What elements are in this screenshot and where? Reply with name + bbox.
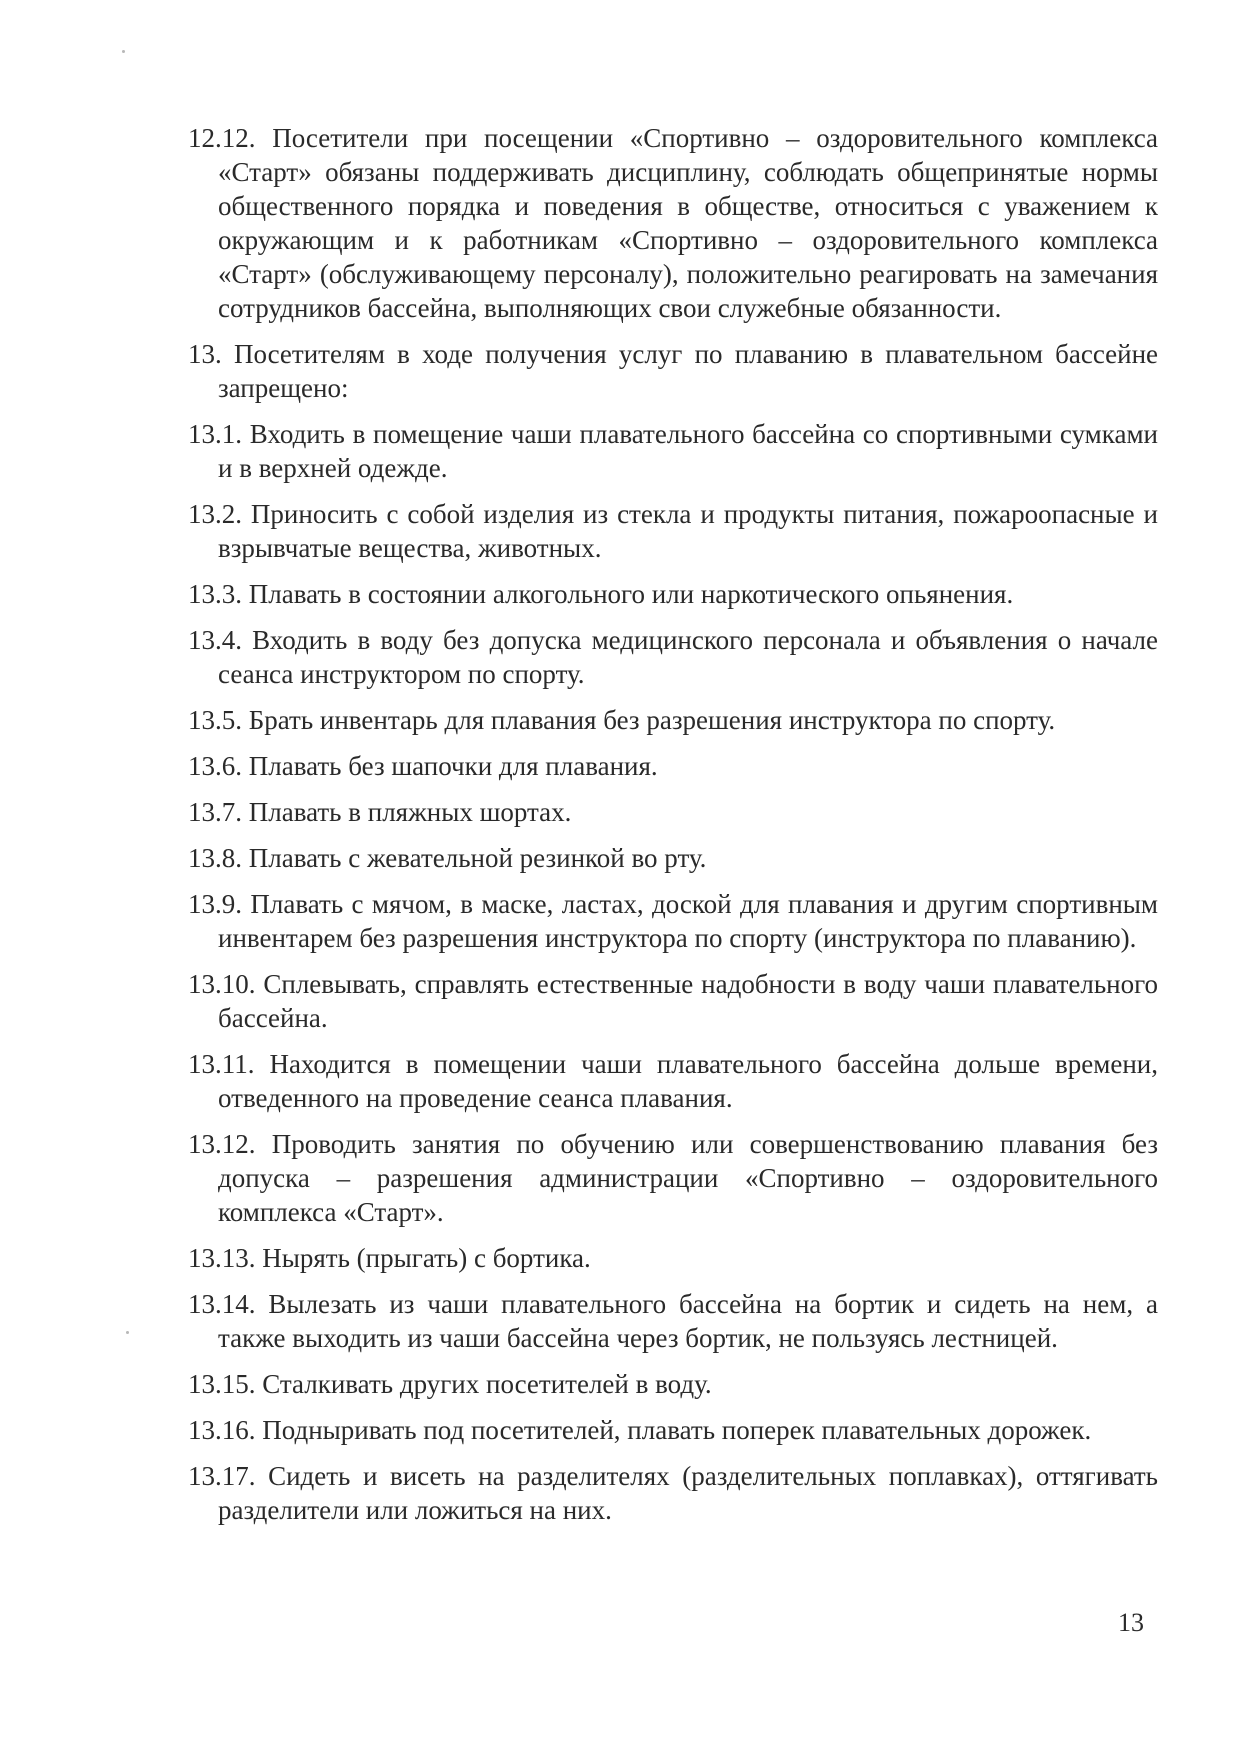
rule-item-13-16: 13.16. Подныривать под посетителей, плавать поперек плавательных дорожек. bbox=[188, 1415, 1092, 1445]
rule-item-13-15: 13.15. Сталкивать других посетителей в воду. bbox=[188, 1369, 712, 1399]
document-body bbox=[188, 121, 1158, 1539]
scan-speck bbox=[126, 1331, 129, 1334]
rule-item-13-2: 13.2. Приносить с собой изделия из стекла и продукты питания, пожароопасные и взрывчатые вещества, животных. bbox=[188, 499, 1158, 563]
rule-item-13-1: 13.1. Входить в помещение чаши плавательного бассейна со спортивными сумками и в верхней одежде. bbox=[188, 419, 1158, 483]
rule-item-13-17: 13.17. Сидеть и висеть на разделителях (разделительных поплавках), оттягивать разделители или ложиться на них. bbox=[188, 1461, 1158, 1525]
rule-item-13-12: 13.12. Проводить занятия по обучению или совершенствованию плавания без допуска – разрешения администрации «Спортивно – оздоровительного комплекса «Старт». bbox=[188, 1129, 1158, 1227]
rule-item-12-12: 12.12. Посетители при посещении «Спортивно – оздоровительного комплекса «Старт» обязаны поддерживать дисциплину, соблюдать общепринятые нормы общественного порядка и поведения в обществе, относиться с уважением к окружающим и к работникам «Спортивно – оздоровительного комплекса «Старт» (обслуживающему персоналу), положительно реагировать на замечания сотрудников бассейна, выполняющих свои служебные обязанности. bbox=[188, 123, 1158, 323]
scan-speck bbox=[122, 50, 125, 53]
rule-item-13: 13. Посетителям в ходе получения услуг по плаванию в плавательном бассейне запрещено: bbox=[188, 339, 1158, 403]
rule-item-13-9: 13.9. Плавать с мячом, в маске, ластах, доской для плавания и другим спортивным инвентарем без разрешения инструктора по спорту (инструктора по плаванию). bbox=[188, 889, 1158, 953]
rule-item-13-3: 13.3. Плавать в состоянии алкогольного или наркотического опьянения. bbox=[188, 579, 1014, 609]
page-number: 13 bbox=[1118, 1608, 1144, 1637]
rule-item-13-10: 13.10. Сплевывать, справлять естественные надобности в воду чаши плавательного бассейна. bbox=[188, 969, 1158, 1033]
rule-item-13-11: 13.11. Находится в помещении чаши плавательного бассейна дольше времени, отведенного на проведение сеанса плавания. bbox=[188, 1049, 1158, 1113]
rule-item-13-5: 13.5. Брать инвентарь для плавания без разрешения инструктора по спорту. bbox=[188, 705, 1056, 735]
rule-item-13-6: 13.6. Плавать без шапочки для плавания. bbox=[188, 751, 658, 781]
rule-item-13-14: 13.14. Вылезать из чаши плавательного бассейна на бортик и сидеть на нем, а также выходить из чаши бассейна через бортик, не пользуясь лестницей. bbox=[188, 1289, 1158, 1353]
rule-item-13-8: 13.8. Плавать с жевательной резинкой во рту. bbox=[188, 843, 707, 873]
rule-item-13-7: 13.7. Плавать в пляжных шортах. bbox=[188, 797, 572, 827]
rule-item-13-13: 13.13. Нырять (прыгать) с бортика. bbox=[188, 1243, 591, 1273]
rule-item-13-4: 13.4. Входить в воду без допуска медицинского персонала и объявления о начале сеанса инструктором по спорту. bbox=[188, 625, 1158, 689]
